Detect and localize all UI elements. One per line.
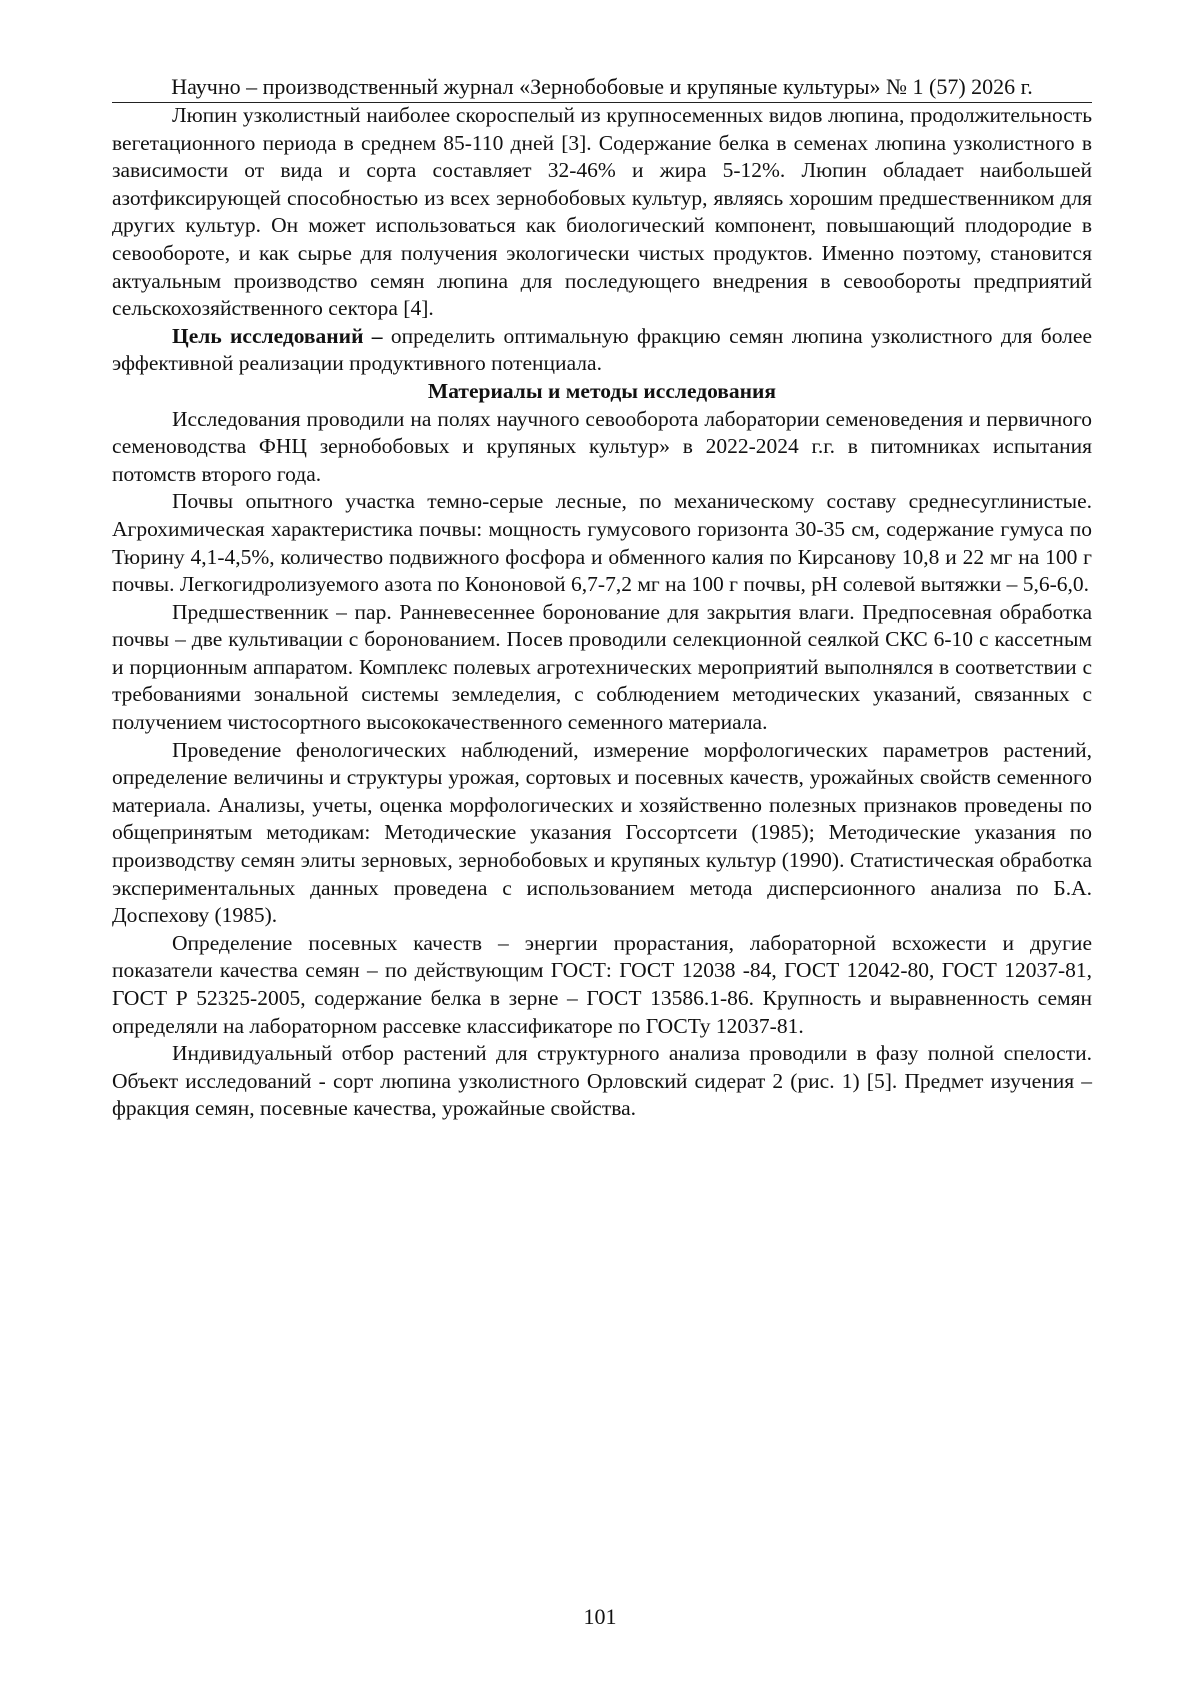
paragraph-study-site: Исследования проводили на полях научного севооборота лаборатории семеноведения и первичного семеноводства ФНЦ зернобобовых и крупяных культур» в 2022-2024 г.г. в питомниках испытания потомств второго года.	[112, 406, 1092, 486]
research-goal-text: определить оптимальную фракцию семян люпина узколистного для более эффективной реализации продуктивного потенциала.	[112, 323, 1092, 376]
page-number: 101	[583, 1604, 617, 1629]
paragraph-agrotechnics: Предшественник – пар. Ранневесеннее боронование для закрытия влаги. Предпосевная обработка почвы – две культивации с боронованием. Посев проводили селекционной сеялкой СКС 6-10 с кассетным и порционным аппаратом. Комплекс полевых агротехнических мероприятий выполнялся в соответствии с требованиями зональной системы земледелия, с соблюдением методических указаний, связанных с получением чистосортного высококачественного семенного материала.	[112, 599, 1092, 735]
paragraph-soil: Почвы опытного участка темно-серые лесные, по механическому составу среднесуглинистые. Агрохимическая характеристика почвы: мощность гумусового горизонта 30-35 см, содержание гумуса по Тюрину 4,1-4,5%, количество подвижного фосфора и обменного калия по Кирсанову 10,8 и 22 мг на 100 г почвы. Легкогидролизуемого азота по Кононовой 6,7-7,2 мг на 100 г почвы, pH солевой вытяжки – 5,6-6,0.	[112, 489, 1092, 597]
paragraph-methods: Проведение фенологических наблюдений, измерение морфологических параметров растений, определение величины и структуры урожая, сортовых и посевных качеств, урожайных свойств семенного материала. Анализы, учеты, оценка морфологических и хозяйственно полезных признаков проведены по общепринятым методикам: Методические указания Госсортсети (1985); Методические указания по производству семян элиты зерновых, зернобобовых и крупяных культур (1990). Статистическая обработка экспериментальных данных проведена с использованием метода дисперсионного анализа по Б.А. Доспехову (1985).	[112, 737, 1092, 928]
section-title-materials-methods: Материалы и методы исследования	[427, 378, 777, 403]
research-goal-label: Цель исследований –	[172, 323, 383, 348]
running-header: Научно – производственный журнал «Зернобобовые и крупяные культуры» № 1 (57) 2026 г.	[171, 74, 1033, 99]
paragraph-research-object: Индивидуальный отбор растений для структурного анализа проводили в фазу полной спелости. Объект исследований - сорт люпина узколистного Орловский сидерат 2 (рис. 1) [5]. Предмет изучения – фракция семян, посевные качества, урожайные свойства.	[112, 1041, 1092, 1121]
article-body	[112, 102, 1092, 1123]
paragraph-research-goal	[112, 323, 1092, 378]
paragraph-sowing-quality: Определение посевных качеств – энергии прорастания, лабораторной всхожести и другие показатели качества семян – по действующим ГОСТ: ГОСТ 12038 -84, ГОСТ 12042-80, ГОСТ 12037-81, ГОСТ Р 52325-2005, содержание белка в зерне – ГОСТ 13586.1-86. Крупность и выравненность семян определяли на лабораторном рассевке классификаторе по ГОСТу 12037-81.	[112, 930, 1092, 1038]
paragraph-lupin-overview: Люпин узколистный наиболее скороспелый из крупносеменных видов люпина, продолжительность вегетационного периода в среднем 85-110 дней [3]. Содержание белка в семенах люпина узколистного в зависимости от вида и сорта составляет 32-46% и жира 5-12%. Люпин обладает наибольшей азотфиксирующей способностью из всех зернобобовых культур, являясь хорошим предшественником для других культур. Он может использоваться как биологический компонент, повышающий плодородие в севообороте, и как сырье для получения экологически чистых продуктов. Именно поэтому, становится актуальным производство семян люпина для последующего внедрения в севообороты предприятий сельскохозяйственного сектора [4].	[112, 103, 1092, 321]
